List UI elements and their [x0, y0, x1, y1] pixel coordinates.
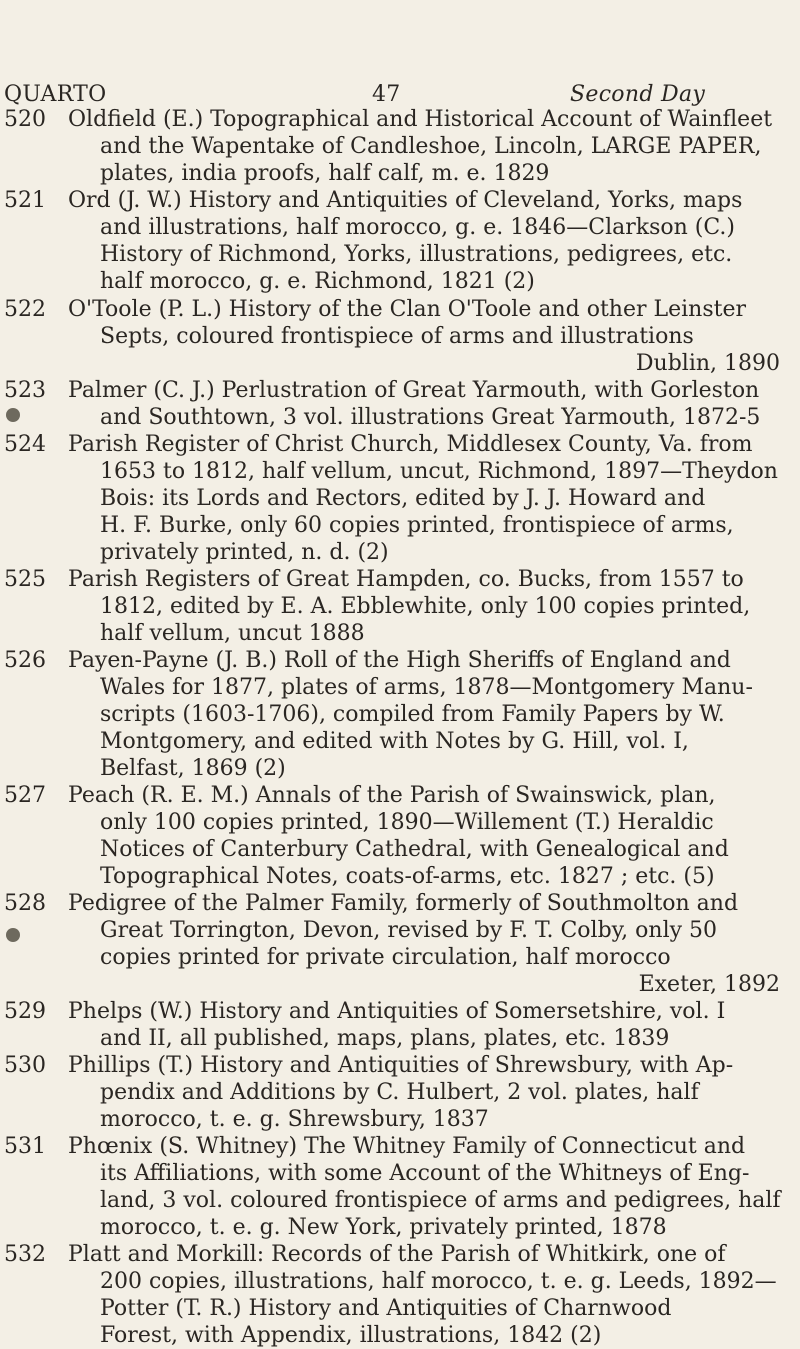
entry-line: Payen-Payne (J. B.) Roll of the High Sheriffs of England and — [68, 648, 731, 673]
entry-line: Phelps (W.) History and Antiquities of Somersetshire, vol. I — [68, 999, 726, 1024]
entry-line: only 100 copies printed, 1890—Willement (T.) Heraldic — [100, 810, 714, 835]
catalogue-entry — [0, 566, 800, 647]
lot-number: 526 — [4, 648, 46, 673]
entry-line: Forest, with Appendix, illustrations, 1842 (2) — [100, 1323, 602, 1348]
lot-number: 520 — [4, 107, 46, 132]
lot-number: 527 — [4, 783, 46, 808]
entry-line: H. F. Burke, only 60 copies printed, frontispiece of arms, — [100, 513, 734, 538]
entry-line: Belfast, 1869 (2) — [100, 756, 286, 781]
entry-line: Exeter, 1892 — [638, 972, 780, 997]
entry-line: plates, india proofs, half calf, m. e. 1829 — [100, 161, 550, 186]
entry-text — [68, 1133, 780, 1241]
entry-line: privately printed, n. d. (2) — [100, 540, 389, 565]
header-right: Second Day — [570, 82, 706, 107]
page-number: 47 — [372, 82, 401, 107]
entry-text — [68, 998, 780, 1052]
entry-line: O'Toole (P. L.) History of the Clan O'Toole and other Leinster — [68, 297, 747, 322]
entry-line: Notices of Canterbury Cathedral, with Genealogical and — [100, 837, 729, 862]
header-left: QUARTO — [4, 82, 107, 107]
entry-line: Phœnix (S. Whitney) The Whitney Family of Connecticut and — [68, 1134, 746, 1159]
lot-number: 524 — [4, 432, 46, 457]
entry-line: its Affiliations, with some Account of the Whitneys of Eng- — [100, 1161, 750, 1186]
catalogue-entry — [0, 1133, 800, 1241]
lot-number: 528 — [4, 891, 46, 916]
entry-line: morocco, t. e. g. Shrewsbury, 1837 — [100, 1107, 489, 1132]
lot-number: 525 — [4, 567, 46, 592]
entry-line: Topographical Notes, coats-of-arms, etc. 1827 ; etc. (5) — [100, 864, 715, 889]
entry-line: Parish Register of Christ Church, Middlesex County, Va. from — [68, 432, 753, 457]
entry-text — [68, 890, 780, 998]
lot-number: 523 — [4, 378, 46, 403]
lot-number: 529 — [4, 999, 46, 1024]
entry-text — [68, 782, 780, 890]
entry-line: and the Wapentake of Candleshoe, Lincoln, LARGE PAPER, — [100, 134, 762, 159]
catalogue-entry — [0, 998, 800, 1052]
entry-line: Ord (J. W.) History and Antiquities of Cleveland, Yorks, maps — [68, 188, 743, 213]
entry-text — [68, 377, 780, 431]
entry-line: and Southtown, 3 vol. illustrations Great Yarmouth, 1872-5 — [100, 405, 761, 430]
entry-line: Oldfield (E.) Topographical and Historical Account of Wainfleet — [68, 107, 773, 132]
catalogue-entry — [0, 782, 800, 890]
entry-line: Bois: its Lords and Rectors, edited by J. J. Howard and — [100, 486, 706, 511]
entry-line: and illustrations, half morocco, g. e. 1846—Clarkson (C.) — [100, 215, 735, 240]
catalogue-entry — [0, 106, 800, 187]
entry-text — [68, 1052, 780, 1133]
entry-line: copies printed for private circulation, half morocco — [100, 945, 671, 970]
entry-line: pendix and Additions by C. Hulbert, 2 vol. plates, half — [100, 1080, 699, 1105]
entry-line: Phillips (T.) History and Antiquities of Shrewsbury, with Ap- — [68, 1053, 734, 1078]
entry-line: Wales for 1877, plates of arms, 1878—Montgomery Manu- — [100, 675, 753, 700]
lot-number: 530 — [4, 1053, 46, 1078]
entry-line: Montgomery, and edited with Notes by G. Hill, vol. I, — [100, 729, 689, 754]
entry-line: morocco, t. e. g. New York, privately printed, 1878 — [100, 1215, 667, 1240]
entry-line: scripts (1603-1706), compiled from Family Papers by W. — [100, 702, 725, 727]
entry-line: Dublin, 1890 — [635, 351, 780, 376]
entry-text — [68, 647, 780, 782]
entry-line: half morocco, g. e. Richmond, 1821 (2) — [100, 269, 535, 294]
lot-number: 521 — [4, 188, 46, 213]
lot-number: 532 — [4, 1242, 46, 1267]
entry-line: Peach (R. E. M.) Annals of the Parish of Swainswick, plan, — [68, 783, 716, 808]
catalogue-entry — [0, 431, 800, 566]
catalogue-entry — [0, 296, 800, 377]
entry-text — [68, 566, 780, 647]
entry-line: half vellum, uncut 1888 — [100, 621, 365, 646]
entry-line: Parish Registers of Great Hampden, co. Bucks, from 1557 to — [68, 567, 744, 592]
entry-text — [68, 187, 780, 295]
entry-line: History of Richmond, Yorks, illustrations, pedigrees, etc. — [100, 242, 733, 267]
entry-line: Potter (T. R.) History and Antiquities of Charnwood — [100, 1296, 672, 1321]
entry-line: 1653 to 1812, half vellum, uncut, Richmond, 1897—Theydon — [100, 459, 778, 484]
catalogue-entry — [0, 187, 800, 295]
catalogue-entry — [0, 377, 800, 431]
entry-text — [68, 296, 780, 377]
entry-text — [68, 431, 780, 566]
catalogue-entry — [0, 647, 800, 782]
entry-line: Septs, coloured frontispiece of arms and illustrations — [100, 324, 694, 349]
entry-line: Pedigree of the Palmer Family, formerly of Southmolton and — [68, 891, 739, 916]
entry-line: and II, all published, maps, plans, plates, etc. 1839 — [100, 1026, 670, 1051]
entry-line: Platt and Morkill: Records of the Parish of Whitkirk, one of — [68, 1242, 726, 1267]
catalogue-entry — [0, 1241, 800, 1349]
entry-line: 1812, edited by E. A. Ebblewhite, only 100 copies printed, — [100, 594, 751, 619]
entry-text — [68, 106, 780, 187]
catalogue-entry — [0, 890, 800, 998]
entry-line: 200 copies, illustrations, half morocco, t. e. g. Leeds, 1892— — [100, 1269, 777, 1294]
entry-line: land, 3 vol. coloured frontispiece of arms and pedigrees, half — [100, 1188, 781, 1213]
lot-number: 531 — [4, 1134, 46, 1159]
entry-line: Great Torrington, Devon, revised by F. T. Colby, only 50 — [100, 918, 718, 943]
lot-number: 522 — [4, 297, 46, 322]
entry-line: Palmer (C. J.) Perlustration of Great Yarmouth, with Gorleston — [68, 378, 760, 403]
catalogue-entry — [0, 1052, 800, 1133]
entry-text — [68, 1241, 780, 1349]
